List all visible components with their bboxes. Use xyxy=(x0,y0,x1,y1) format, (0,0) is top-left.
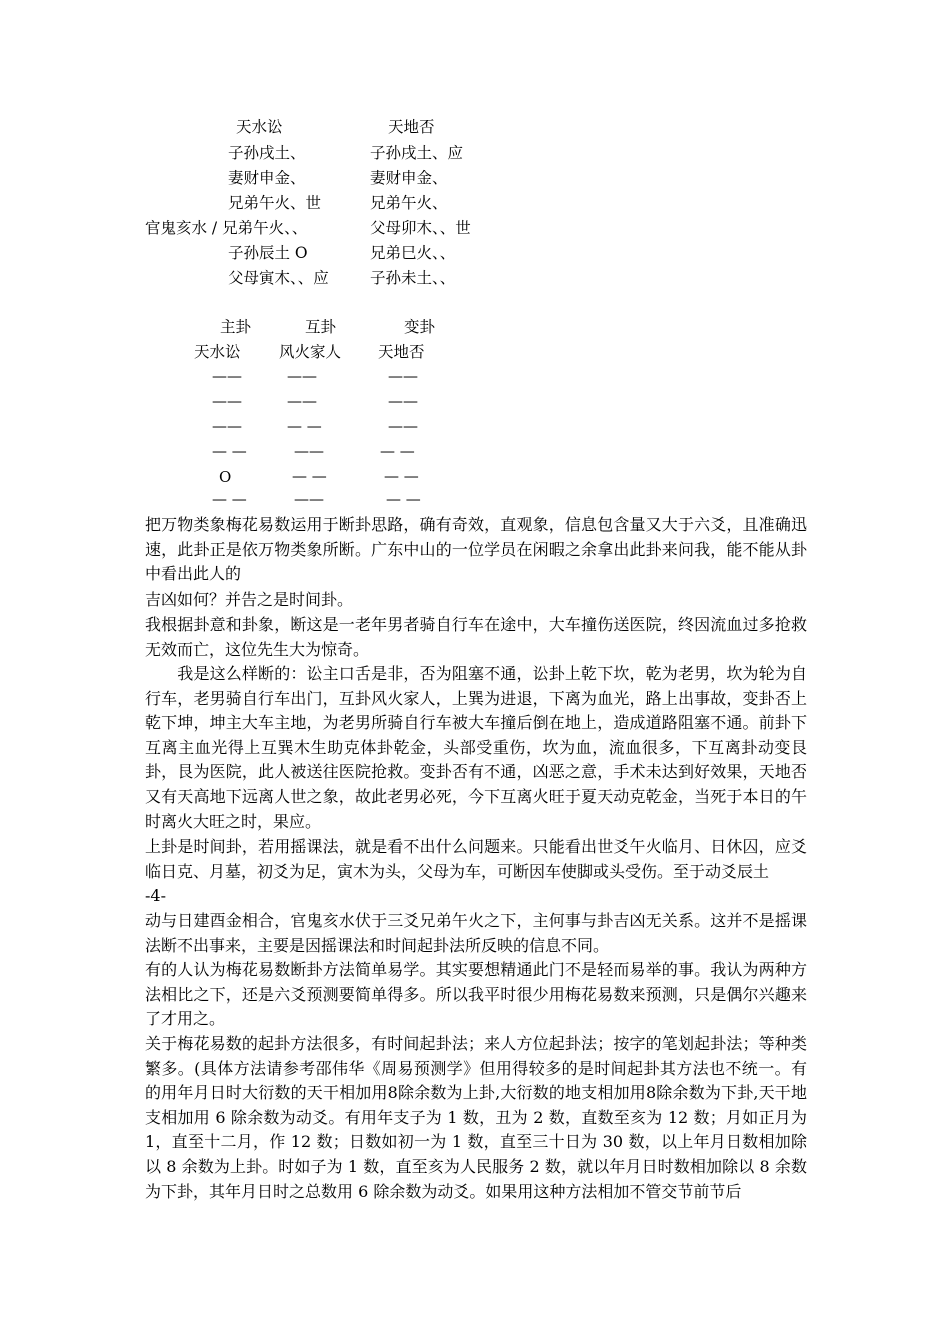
gua-line: —— xyxy=(294,490,324,508)
paragraph-judgement: 我根据卦意和卦象，断这是一老年男者骑自行车在途中，大车撞伤送医院，终因流血过多抢救无效而亡，这位先生大为惊奇。 xyxy=(145,615,807,659)
left-hexagram-title: 天水讼 xyxy=(236,118,283,136)
gua-line: — — xyxy=(287,417,322,435)
name-bian-gua: 天地否 xyxy=(378,343,425,361)
gua-line: — — xyxy=(384,467,419,485)
right-line-1: 子孙戌土、应 xyxy=(370,144,464,162)
left-line-1: 子孙戌土、 xyxy=(228,144,306,162)
gua-line: —— xyxy=(287,392,317,410)
left-line-2: 妻财申金、 xyxy=(228,169,306,187)
gua-line: — — xyxy=(212,490,247,508)
moving-line-marker: O xyxy=(219,468,232,486)
gua-line: —— xyxy=(212,417,242,435)
name-main-gua: 天水讼 xyxy=(194,343,241,361)
page-number: -4- xyxy=(145,886,166,905)
gua-line: —— xyxy=(388,392,418,410)
paragraph-yaoke: 动与日建酉金相合，官鬼亥水伏于三爻兄弟午火之下，主何事与卦吉凶无关系。这并不是摇课法断不出事来，主要是因摇课法和时间起卦法所反映的信息不同。 xyxy=(145,911,807,955)
name-hu-gua: 风火家人 xyxy=(279,343,342,361)
gua-line: —— xyxy=(212,392,242,410)
right-line-6: 子孙未土、、 xyxy=(370,269,456,287)
gua-line: — — xyxy=(386,490,421,508)
right-hexagram-title: 天地否 xyxy=(388,118,435,136)
right-line-5: 兄弟巳火、、 xyxy=(370,244,456,262)
paragraph-intro: 把万物类象梅花易数运用于断卦思路，确有奇效，直观象，信息包含量又大于六爻，且准确迅速，此卦正是依万物类象所断。广东中山的一位学员在闲暇之余拿出此卦来问我，能不能从卦中看出此人的 xyxy=(145,515,807,584)
paragraph-method-compare: 有的人认为梅花易数断卦方法简单易学。其实要想精通此门不是轻而易举的事。我认为两种方法相比之下，还是六爻预测要简单得多。所以我平时很少用梅花易数来预测，只是偶尔兴趣来了才用之。 xyxy=(145,960,807,1029)
paragraph-qigua-methods: 关于梅花易数的起卦方法很多，有时间起卦法；来人方位起卦法；按字的笔划起卦法；等种类繁多。(具体方法请参考邵伟华《周易预测学》但用得较多的是时间起卦其方法也不统一。有的用年月日时大衍数的天干相加用8除余数为上卦,大衍数的地支相加用8除余数为下卦,天干地支相加用 6 除余数为动爻。有用年支子为 1 数，丑为 2 数，直数至亥为 12 数；月如正月为 1，直至十二月，作 12 数；日数如初一为 1 数，直至三十日为 30 数，以上年月日数相加除以 8 余数为上卦。时如子为 1 数，直至亥为人民服务 2 数，就以年月日时数相加除以 8 余数为下卦，其年月日时之总数用 6 除余数为动爻。如果用这种方法相加不管交节前节后 xyxy=(145,1034,807,1201)
paragraph-reasoning: 我是这么样断的：讼主口舌是非，否为阻塞不通，讼卦上乾下坎，乾为老男，坎为轮为自行车，老男骑自行车出门，互卦风火家人，上巽为进退，下离为血光，路上出事故，变卦否上乾下坤，坤主大车主地，为老男所骑自行车被大车撞后倒在地上，造成道路阻塞不通。前卦下互离主血光得上互巽木生助克体卦乾金，头部受重伤，坎为血，流血很多，下互离卦动变艮卦，艮为医院，此人被送往医院抢救。变卦否有不通，凶恶之意，手术未达到好效果，天地否又有天高地下远离人世之象，故此老男必死，今下互离火旺于夏天动克乾金，当死于本日的午时离火大旺之时，果应。 xyxy=(145,664,807,831)
gua-line: —— xyxy=(294,442,324,460)
right-line-3: 兄弟午火、 xyxy=(370,194,448,212)
paragraph-time-gua: 上卦是时间卦，若用摇课法，就是看不出什么问题来。只能看出世爻午火临月、日休囚，应爻临日克、月墓，初爻为足，寅木为头，父母为车，可断因车使脚或头受伤。至于动爻辰土 xyxy=(145,837,807,881)
gua-line: — — xyxy=(212,442,247,460)
header-hu-gua: 互卦 xyxy=(305,318,337,336)
header-main-gua: 主卦 xyxy=(220,318,252,336)
paragraph-intro-cont: 吉凶如何？并告之是时间卦。 xyxy=(145,590,354,609)
header-bian-gua: 变卦 xyxy=(404,318,436,336)
gua-line: — — xyxy=(292,467,327,485)
gua-line: —— xyxy=(388,367,418,385)
gua-line: —— xyxy=(388,417,418,435)
gua-line: — — xyxy=(380,442,415,460)
gua-line: —— xyxy=(287,367,317,385)
right-line-2: 妻财申金、 xyxy=(370,169,448,187)
gua-line: —— xyxy=(212,367,242,385)
left-line-5: 子孙辰土 O xyxy=(228,244,308,262)
left-line-4: 官鬼亥水 / 兄弟午火、、 xyxy=(145,219,308,237)
left-line-3: 兄弟午火、世 xyxy=(228,194,322,212)
left-line-6: 父母寅木、、应 xyxy=(228,269,329,287)
right-line-4: 父母卯木、、世 xyxy=(370,219,471,237)
